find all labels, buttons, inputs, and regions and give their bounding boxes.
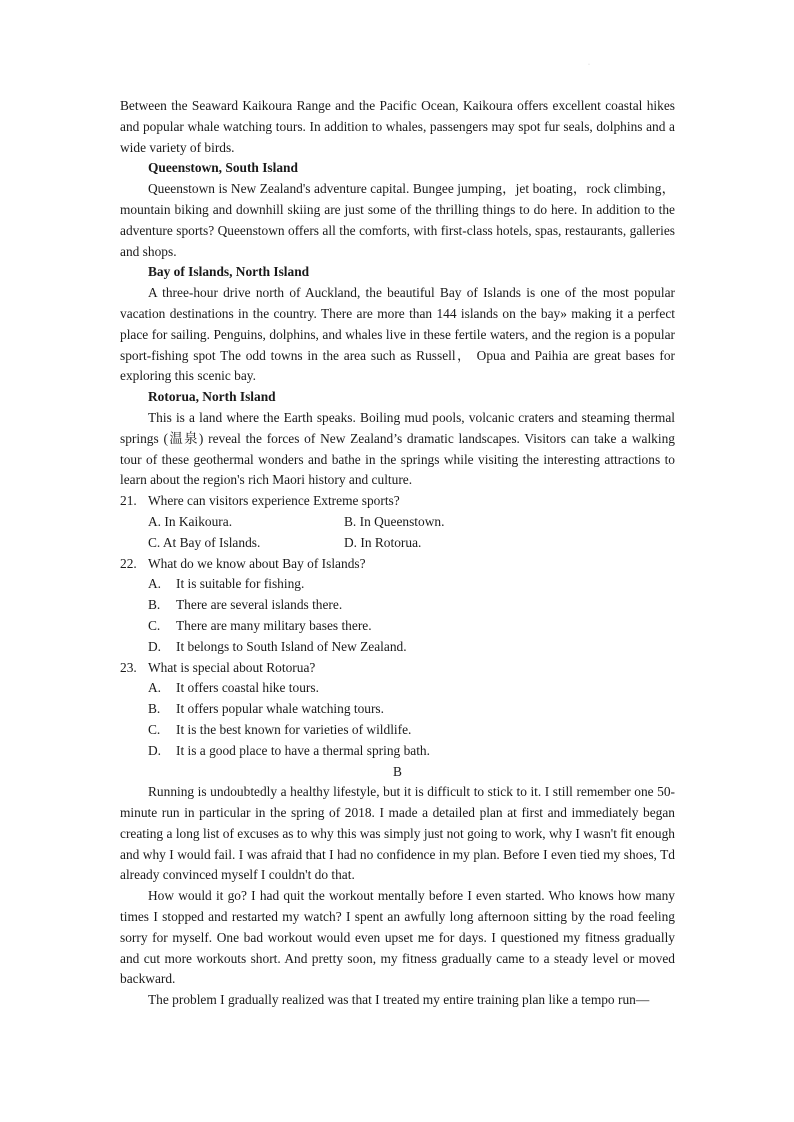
option-d	[148, 637, 675, 658]
option-b	[148, 595, 675, 616]
option-label: D.	[148, 638, 162, 654]
option-a	[148, 678, 675, 699]
option-text: There are many military bases there.	[176, 617, 372, 633]
option-label: C.	[148, 617, 161, 633]
section-heading-queenstown: Queenstown, South Island	[148, 160, 298, 176]
question-text: What is special about Rotorua?	[148, 659, 316, 675]
question-text: Where can visitors experience Extreme sports?	[148, 493, 400, 509]
passage-b-paragraph-3: The problem I gradually realized was that I treated my entire training plan like a tempo run—	[148, 992, 650, 1008]
question-number: 21.	[120, 493, 137, 509]
option-c	[148, 616, 675, 637]
document-page	[120, 96, 675, 1011]
option-label: D.	[148, 742, 162, 758]
option-c: C. At Bay of Islands.	[148, 534, 261, 550]
option-label: B.	[148, 701, 161, 717]
option-text: It is the best known for varieties of wildlife.	[176, 721, 412, 737]
question-21-options	[120, 512, 675, 554]
option-text: There are several islands there.	[176, 597, 343, 613]
section-heading-bay-of-islands: Bay of Islands, North Island	[148, 264, 310, 280]
corner-mark: ·	[588, 62, 590, 68]
section-text-queenstown: Queenstown is New Zealand's adventure capital. Bungee jumping，jet boating，rock climbing，mountain biking and downhill skiing are just some of the thrilling things to do here. In addition to the adventure sports? Queenstown offers all the comforts, with first-class hotels, spas, restaurants, galleries and shops.	[120, 181, 675, 259]
option-label: C.	[148, 721, 161, 737]
option-b	[148, 699, 675, 720]
option-text: It offers coastal hike tours.	[176, 680, 319, 696]
question-21	[120, 491, 675, 512]
question-23-options	[120, 678, 675, 761]
option-c	[148, 720, 675, 741]
section-text-rotorua: This is a land where the Earth speaks. Boiling mud pools, volcanic craters and steaming thermal springs (温泉) reveal the forces of New Zealand’s dramatic landscapes. Visitors can take a walking tour of these geothermal wonders and bathe in the springs while visiting the interesting attractions to learn about the region's rich Maori history and culture.	[120, 409, 675, 488]
option-text: It offers popular whale watching tours.	[176, 701, 384, 717]
passage-b-paragraph-2: How would it go? I had quit the workout mentally before I even started. Who knows how many times I stopped and restarted my watch? I spent an awfully long afternoon sitting by the road feeling sorry for myself. One bad workout would even upset me for days. I questioned my fitness gradually and cut more workouts short. And pretty soon, my fitness gradually came to a steady level or moved backward.	[120, 888, 675, 987]
option-a	[148, 574, 675, 595]
option-text: It is suitable for fishing.	[176, 576, 305, 592]
option-label: A.	[148, 680, 162, 696]
passage-b-paragraph-1: Running is undoubtedly a healthy lifestyle, but it is difficult to stick to it. I still remember one 50-minute run in particular in the spring of 2018. I made a detailed plan at first and immediately began creating a long list of excuses as to why this was simply just not going to work, why I wasn't fit enough and why I would fail. I was afraid that I had no confidence in my plan. Before I even tied my shoes, Td already convinced myself I couldn't do that.	[120, 784, 675, 883]
option-a: A. In Kaikoura.	[148, 513, 233, 529]
option-label: B.	[148, 597, 161, 613]
question-22	[120, 554, 675, 575]
question-number: 23.	[120, 659, 137, 675]
option-b: B. In Queenstown.	[344, 513, 445, 529]
option-d: D. In Rotorua.	[344, 534, 422, 550]
question-23	[120, 658, 675, 679]
section-text-bay-of-islands: A three-hour drive north of Auckland, the beautiful Bay of Islands is one of the most popular vacation destinations in the country. There are more than 144 islands on the bay» making it a perfect place for sailing. Penguins, dolphins, and whales live in these fertile waters, and the region is a popular sport-fishing spot The odd towns in the area such as Russell， Opua and Paihia are great bases for exploring this scenic bay.	[120, 285, 675, 384]
option-text: It is a good place to have a thermal spring bath.	[176, 742, 430, 758]
question-22-options	[120, 574, 675, 657]
option-text: It belongs to South Island of New Zealand.	[176, 638, 407, 654]
intro-paragraph: Between the Seaward Kaikoura Range and the Pacific Ocean, Kaikoura offers excellent coastal hikes and popular whale watching tours. In addition to whales, passengers may spot fur seals, dolphins and a wide variety of birds.	[120, 98, 675, 155]
option-label: A.	[148, 576, 162, 592]
section-heading-rotorua: Rotorua, North Island	[148, 389, 276, 405]
section-b-letter: B	[393, 763, 402, 779]
question-text: What do we know about Bay of Islands?	[148, 555, 366, 571]
option-d	[148, 741, 675, 762]
question-number: 22.	[120, 555, 137, 571]
